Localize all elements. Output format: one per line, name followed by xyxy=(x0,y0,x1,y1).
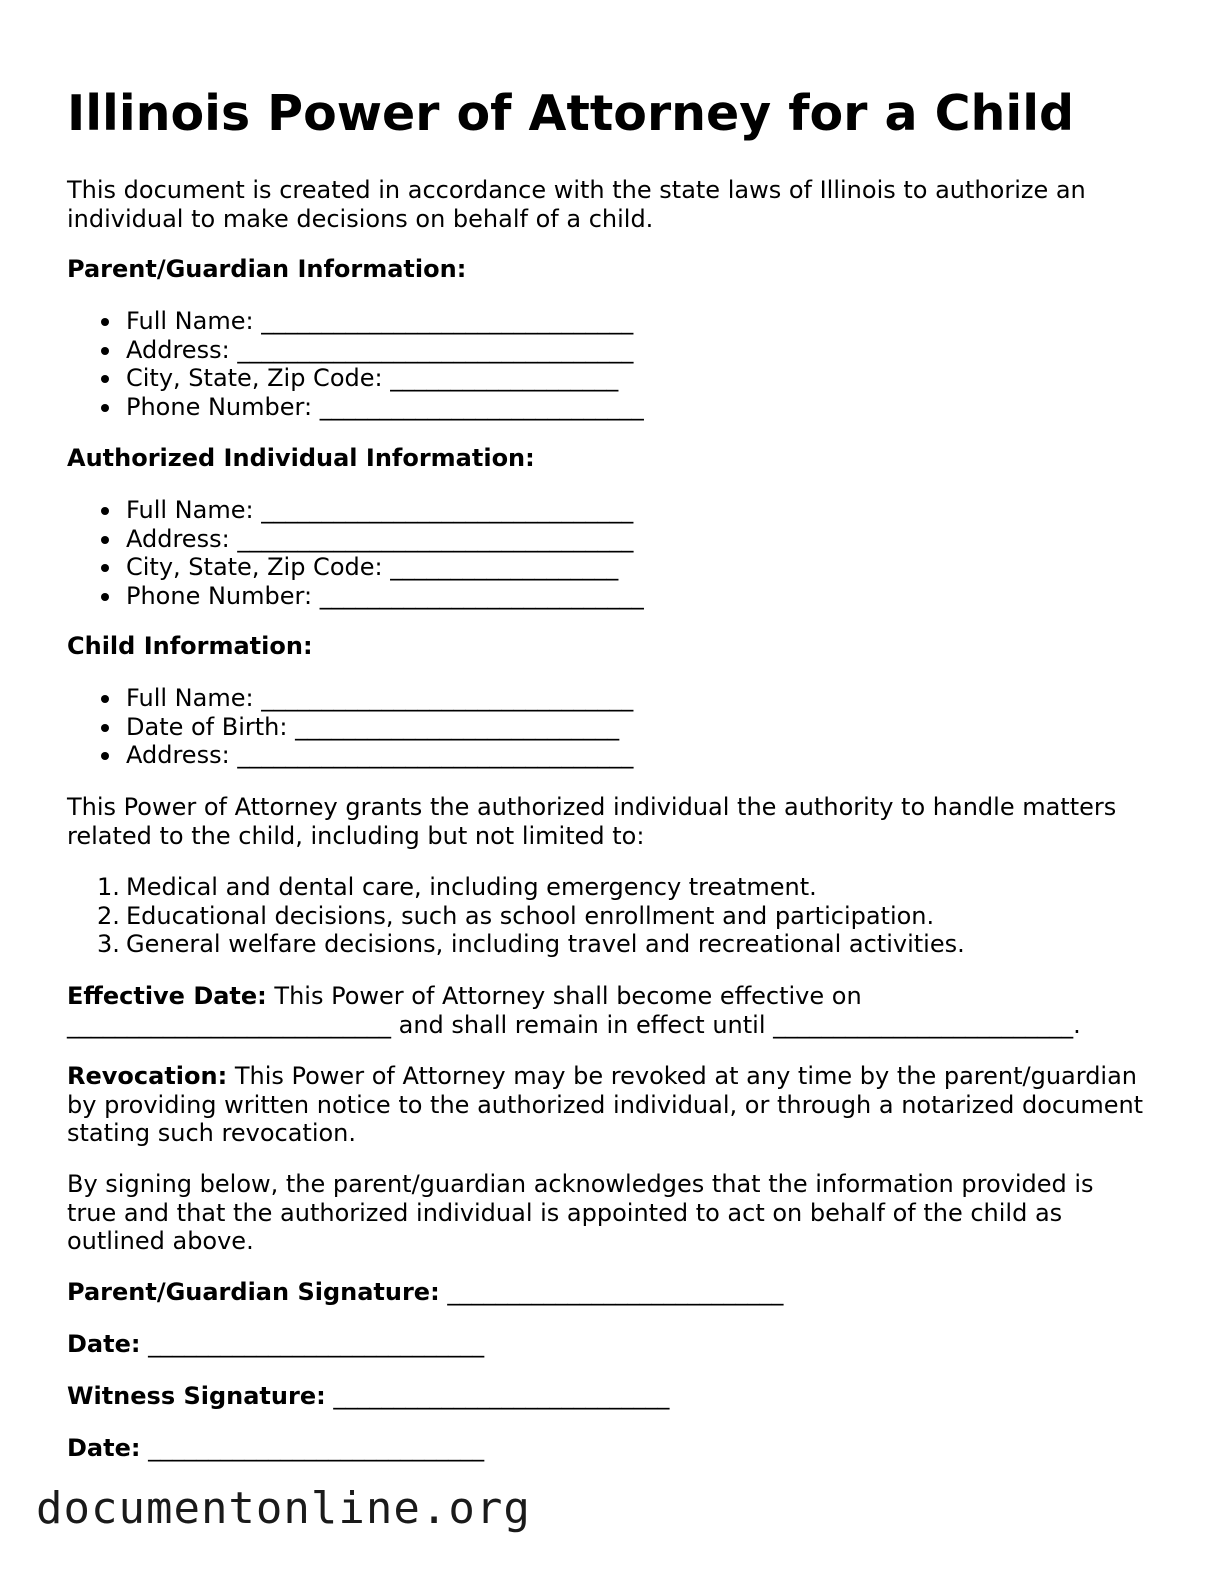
field-label: Full Name: xyxy=(126,496,254,524)
item-number: 2. xyxy=(97,901,120,930)
list-item xyxy=(67,393,644,422)
field-label: City, State, Zip Code: xyxy=(126,553,383,581)
field-label: Address: xyxy=(126,335,230,364)
list-item xyxy=(67,336,644,365)
witness-signature-line xyxy=(67,1382,669,1411)
parent-fields-list xyxy=(67,307,644,421)
item-text: General welfare decisions, including travel and recreational activities. xyxy=(126,930,965,958)
list-item xyxy=(67,713,633,742)
fill-blank: ___________________________ xyxy=(295,712,620,741)
item-text: Medical and dental care, including emergency treatment. xyxy=(126,873,817,901)
fill-blank: _______________________________ xyxy=(261,307,634,335)
field-label: Full Name: xyxy=(126,307,254,335)
fill-blank: ___________________________ xyxy=(319,392,644,421)
grant-paragraph: This Power of Attorney grants the authorized individual the authority to handle matters related to the child, including but not limited to: xyxy=(67,793,1117,850)
powers-list xyxy=(67,873,965,959)
list-item xyxy=(67,307,644,336)
intro-paragraph: This document is created in accordance with the state laws of Illinois to authorize an individual to make decisions on behalf of a child. xyxy=(67,176,1086,233)
effective-text-1: This Power of Attorney shall become effective on xyxy=(274,982,862,1010)
fill-blank: _________________________________ xyxy=(237,524,634,553)
field-label: Address: xyxy=(126,741,230,769)
parent-date-line xyxy=(67,1330,484,1359)
fill-blank: _________________________________ xyxy=(237,741,634,769)
list-item xyxy=(67,741,633,770)
item-number: 1. xyxy=(97,873,120,901)
item-text: Educational decisions, such as school enrollment and participation. xyxy=(126,901,935,930)
parent-section-heading: Parent/Guardian Information: xyxy=(67,255,467,283)
field-label: Date of Birth: xyxy=(126,712,288,741)
effective-period: . xyxy=(1073,1010,1081,1039)
field-label: City, State, Zip Code: xyxy=(126,364,383,392)
page-title: Illinois Power of Attorney for a Child xyxy=(67,85,1075,142)
revocation-label: Revocation: xyxy=(67,1062,228,1090)
fill-blank: ___________________________ xyxy=(319,581,644,610)
effective-start-blank: ___________________________ xyxy=(67,1010,391,1039)
list-item xyxy=(67,525,644,554)
list-item xyxy=(67,553,644,582)
fill-blank: _______________________________ xyxy=(261,496,634,524)
field-label: Full Name: xyxy=(126,684,254,712)
signature-label: Witness Signature: xyxy=(67,1382,326,1410)
field-label: Address: xyxy=(126,524,230,553)
child-fields-list xyxy=(67,684,633,770)
item-number: 3. xyxy=(97,930,120,958)
fill-blank: ___________________ xyxy=(390,553,619,581)
authorized-section-heading: Authorized Individual Information: xyxy=(67,444,535,472)
list-item xyxy=(67,902,965,931)
effective-text-2: and shall remain in effect until xyxy=(398,1010,766,1039)
revocation-paragraph xyxy=(67,1062,1147,1148)
fill-blank: _________________________________ xyxy=(237,335,634,364)
list-item xyxy=(67,364,644,393)
list-item xyxy=(67,582,644,611)
date-label: Date: xyxy=(67,1434,141,1462)
field-label: Phone Number: xyxy=(126,581,313,610)
list-item xyxy=(67,873,965,902)
effective-date-label: Effective Date: xyxy=(67,982,267,1010)
witness-date-line xyxy=(67,1434,484,1463)
list-item xyxy=(67,930,965,959)
authorized-fields-list xyxy=(67,496,644,610)
list-item xyxy=(67,496,644,525)
list-item xyxy=(67,684,633,713)
date-blank: ____________________________ xyxy=(148,1434,485,1462)
revocation-text: This Power of Attorney may be revoked at any time by the parent/guardian by providing written notice to the authorized individual, or through a notarized document stating such revocation. xyxy=(67,1062,1144,1147)
signature-blank: ____________________________ xyxy=(333,1382,670,1410)
signature-blank: ____________________________ xyxy=(447,1278,784,1306)
acknowledgment-paragraph: By signing below, the parent/guardian acknowledges that the information provided is true and that the authorized individual is appointed to act on behalf of the child as outlined above. xyxy=(67,1170,1094,1255)
parent-signature-line xyxy=(67,1278,783,1307)
watermark: documentonline.org xyxy=(36,1483,531,1534)
effective-end-blank: _________________________ xyxy=(773,1010,1074,1039)
fill-blank: ___________________ xyxy=(390,364,619,392)
field-label: Phone Number: xyxy=(126,392,313,421)
effective-date-paragraph xyxy=(67,982,1147,1039)
child-section-heading: Child Information: xyxy=(67,632,313,660)
fill-blank: _______________________________ xyxy=(261,684,634,712)
date-label: Date: xyxy=(67,1330,141,1358)
date-blank: ____________________________ xyxy=(148,1330,485,1358)
signature-label: Parent/Guardian Signature: xyxy=(67,1278,440,1306)
